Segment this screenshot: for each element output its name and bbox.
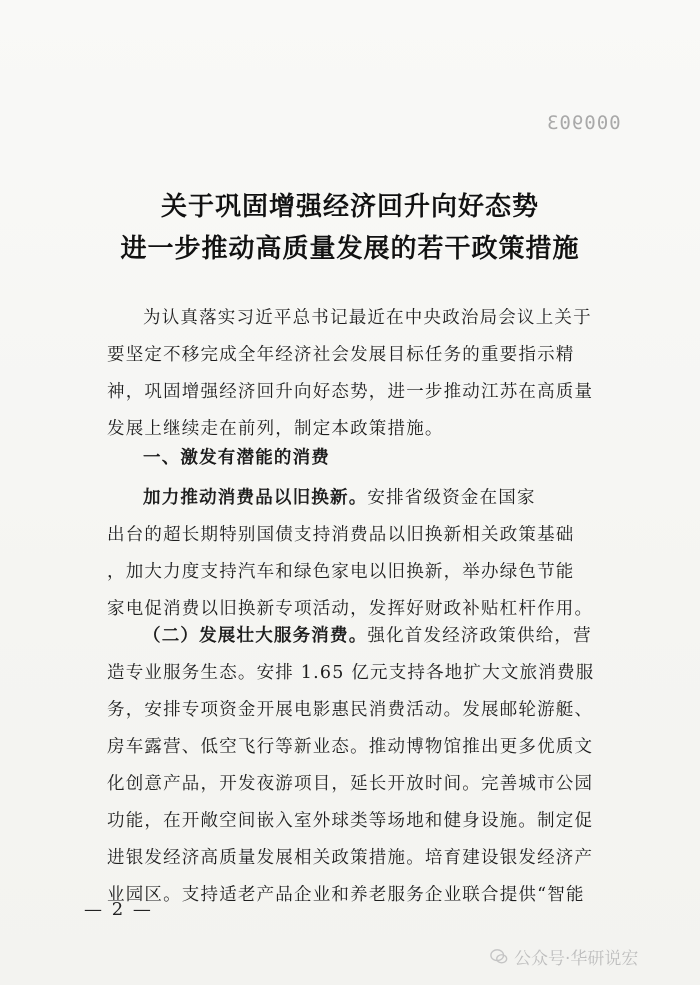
watermark xyxy=(490,944,638,969)
item1-text: 安排省级资金在国家 xyxy=(367,488,536,508)
item1-line: 家电促消费以旧换新专项活动，发挥好财政补贴杠杆作用。 xyxy=(107,599,594,619)
intro-line: 发展上继续走在前列，制定本政策措施。 xyxy=(107,419,444,439)
item2-paragraph xyxy=(107,618,619,914)
intro-line: 神，巩固增强经济回升向好态势，进一步推动江苏在高质量 xyxy=(107,382,594,402)
item1-line: 出台的超长期特别国债支持消费品以旧换新相关政策基础 xyxy=(107,525,575,545)
item2-line: 化创意产品，开发夜游项目，延长开放时间。完善城市公园 xyxy=(107,774,594,794)
watermark-text: 公众号·华研说宏 xyxy=(514,949,639,969)
section-heading: 一、激发有潜能的消费 xyxy=(143,448,330,468)
title-line-2: 进一步推动高质量发展的若干政策措施 xyxy=(120,234,580,264)
page-number: — 2 — xyxy=(84,899,153,920)
item2-line: 房车露营、低空飞行等新业态。推动博物馆推出更多优质文 xyxy=(107,737,594,757)
item1-lead: 加力推动消费品以旧换新。 xyxy=(143,488,368,508)
item2-first-line xyxy=(107,618,619,655)
item2-line: 进银发经济高质量发展相关政策措施。培育建设银发经济产 xyxy=(107,848,594,868)
item2-line: 务，安排专项资金开展电影惠民消费活动。发展邮轮游艇、 xyxy=(107,700,594,720)
item2-line: 造专业服务生态。安排 1.65 亿元支持各地扩大文旅消费服 xyxy=(107,663,595,683)
item1-first-line xyxy=(107,480,619,517)
item1-paragraph xyxy=(107,480,619,628)
intro-paragraph xyxy=(107,300,619,448)
item2-line: 功能，在开敞空间嵌入室外球类等场地和健身设施。制定促 xyxy=(107,811,594,831)
serial-stamp: 000903 xyxy=(546,112,621,134)
item2-line: 业园区。支持适老产品企业和养老服务企业联合提供“智能 xyxy=(107,885,585,905)
intro-line: 为认真落实习近平总书记最近在中央政治局会议上关于 xyxy=(143,308,592,328)
intro-line: 要坚定不移完成全年经济社会发展目标任务的重要指示精 xyxy=(107,345,575,365)
item1-line: ，加大力度支持汽车和绿色家电以旧换新，举办绿色节能 xyxy=(107,562,575,582)
item2-lead: （二）发展壮大服务消费。 xyxy=(143,626,368,646)
wechat-icon xyxy=(490,948,508,966)
title-line-1: 关于巩固增强经济回升向好态势 xyxy=(160,192,539,222)
item2-text: 强化首发经济政策供给，营 xyxy=(367,626,592,646)
